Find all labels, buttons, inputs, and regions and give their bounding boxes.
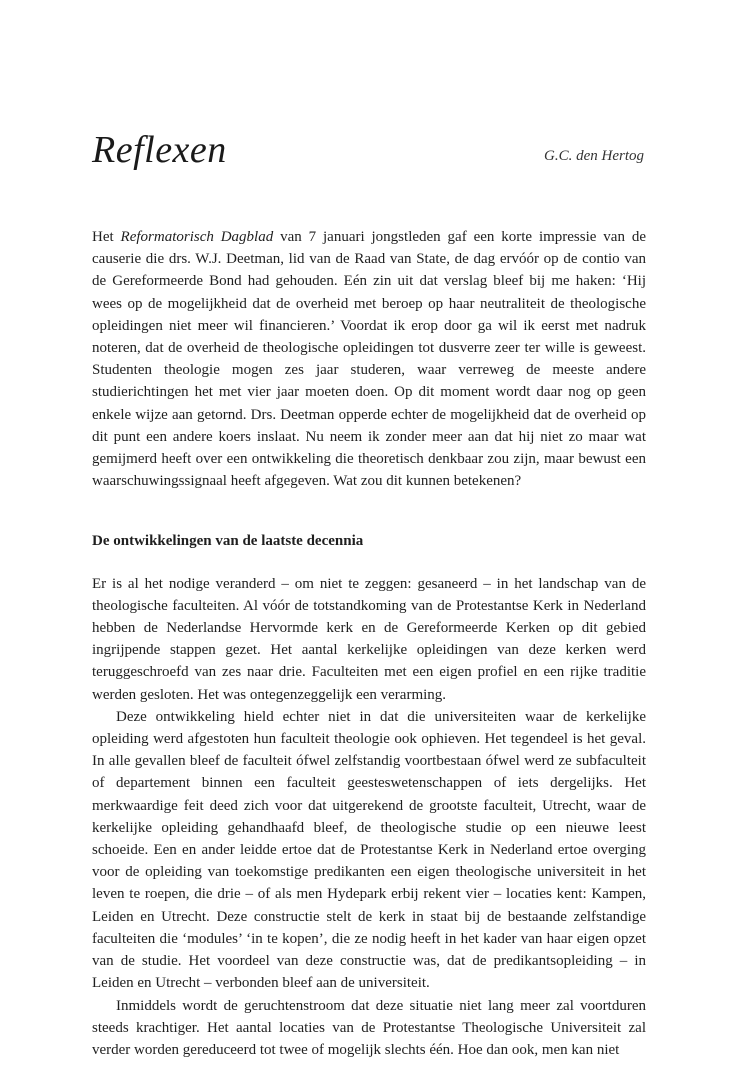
section-paragraph: Er is al het nodige veranderd – om niet te zeggen: gesaneerd – in het landschap van de theologische faculteiten. Al vóór de totstandkoming van de Protestantse Kerk in Nederland hebben de Nederlandse Hervormde kerk en de Gereformeerde Kerken op dit gebied ingrijpende stappen gezet. Het aantal kerkelijke opleidingen van deze kerken werd teruggeschroefd van zes naar drie. Faculteiten met een eigen profiel en een rijke traditie werden gesloten. Het was ontegenzeggelijk een verarming.: [92, 575, 646, 703]
section-paragraph: Inmiddels wordt de geruchtenstroom dat deze situatie niet lang meer zal voortduren steeds krachtiger. Het aantal locaties van de Protestantse Theologische Universiteit zal verder worden gereduceerd tot twee of mogelijk slechts één. Hoe dan ook, men kan niet: [92, 997, 646, 1058]
article-body: [92, 226, 646, 1061]
intro-text-start: Het: [92, 229, 121, 245]
intro-text-rest: van 7 januari jongstleden gaf een korte impressie van de causerie die drs. W.J. Deetman, lid van de Raad van State, de dag ervóór op de contio van de Gereformeerde Bond had gehouden. Eén zin uit dat verslag bleef bij me haken: ‘Hij wees op de mogelijkheid dat de overheid met beroep op haar neutraliteit de theologische opleidingen niet meer wil financieren.’ Voordat ik erop door ga wil ik eerst met nadruk noteren, dat de overheid de theologische opleidingen tot dusverre zeer ter wille is geweest. Studenten theologie mogen zes jaar studeren, waar verreweg de meeste andere studierichtingen het met vier jaar moeten doen. Op dit moment wordt daar nog op geen enkele wijze aan getornd. Drs. Deetman opperde echter de mogelijkheid dat de overheid op dit punt een andere koers inslaat. Nu neem ik zonder meer aan dat hij niet zo maar wat gemijmerd heeft over een ontwikkeling die theoretisch denkbaar zou zijn, maar bewust een waarschuwingssignaal heeft afgegeven. Wat zou dit kunnen betekenen?: [92, 229, 646, 490]
section-heading: De ontwikkelingen van de laatste decennia: [92, 533, 364, 550]
intro-paragraph: [92, 226, 646, 492]
article-title: Reflexen: [92, 129, 227, 171]
newspaper-name: Reformatorisch Dagblad: [120, 229, 274, 245]
article-author: G.C. den Hertog: [544, 148, 644, 164]
section-paragraph: Deze ontwikkeling hield echter niet in dat die universiteiten waar de kerkelijke opleiding werd afgestoten hun faculteit theologie ook ophieven. Het tegendeel is het geval. In alle gevallen bleef de faculteit ófwel zelfstandig voortbestaan ófwel werd ze subfaculteit of departement binnen een faculteit geesteswetenschappen of iets dergelijks. Het merkwaardige feit deed zich voor dat uitgerekend de grootste faculteit, Utrecht, waar de kerkelijke opleiding gehandhaafd bleef, de theologische studie op een nieuwe leest schoeide. Een en ander leidde ertoe dat de Protestantse Kerk in Nederland ertoe overging voor de opleiding van toekomstige predikanten een eigen theologische universiteit in het leven te roepen, die drie – of als men Hydepark erbij rekent vier – locaties kent: Kampen, Leiden en Utrecht. Deze constructie stelt de kerk in staat bij de bestaande zelfstandige faculteiten die ‘modules’ ‘in te kopen’, die ze nodig heeft in het kader van haar eigen opzet van de studie. Het voordeel van deze constructie was, dat de predikantsopleiding – in Leiden en Utrecht – verbonden bleef aan de universiteit.: [92, 708, 646, 992]
